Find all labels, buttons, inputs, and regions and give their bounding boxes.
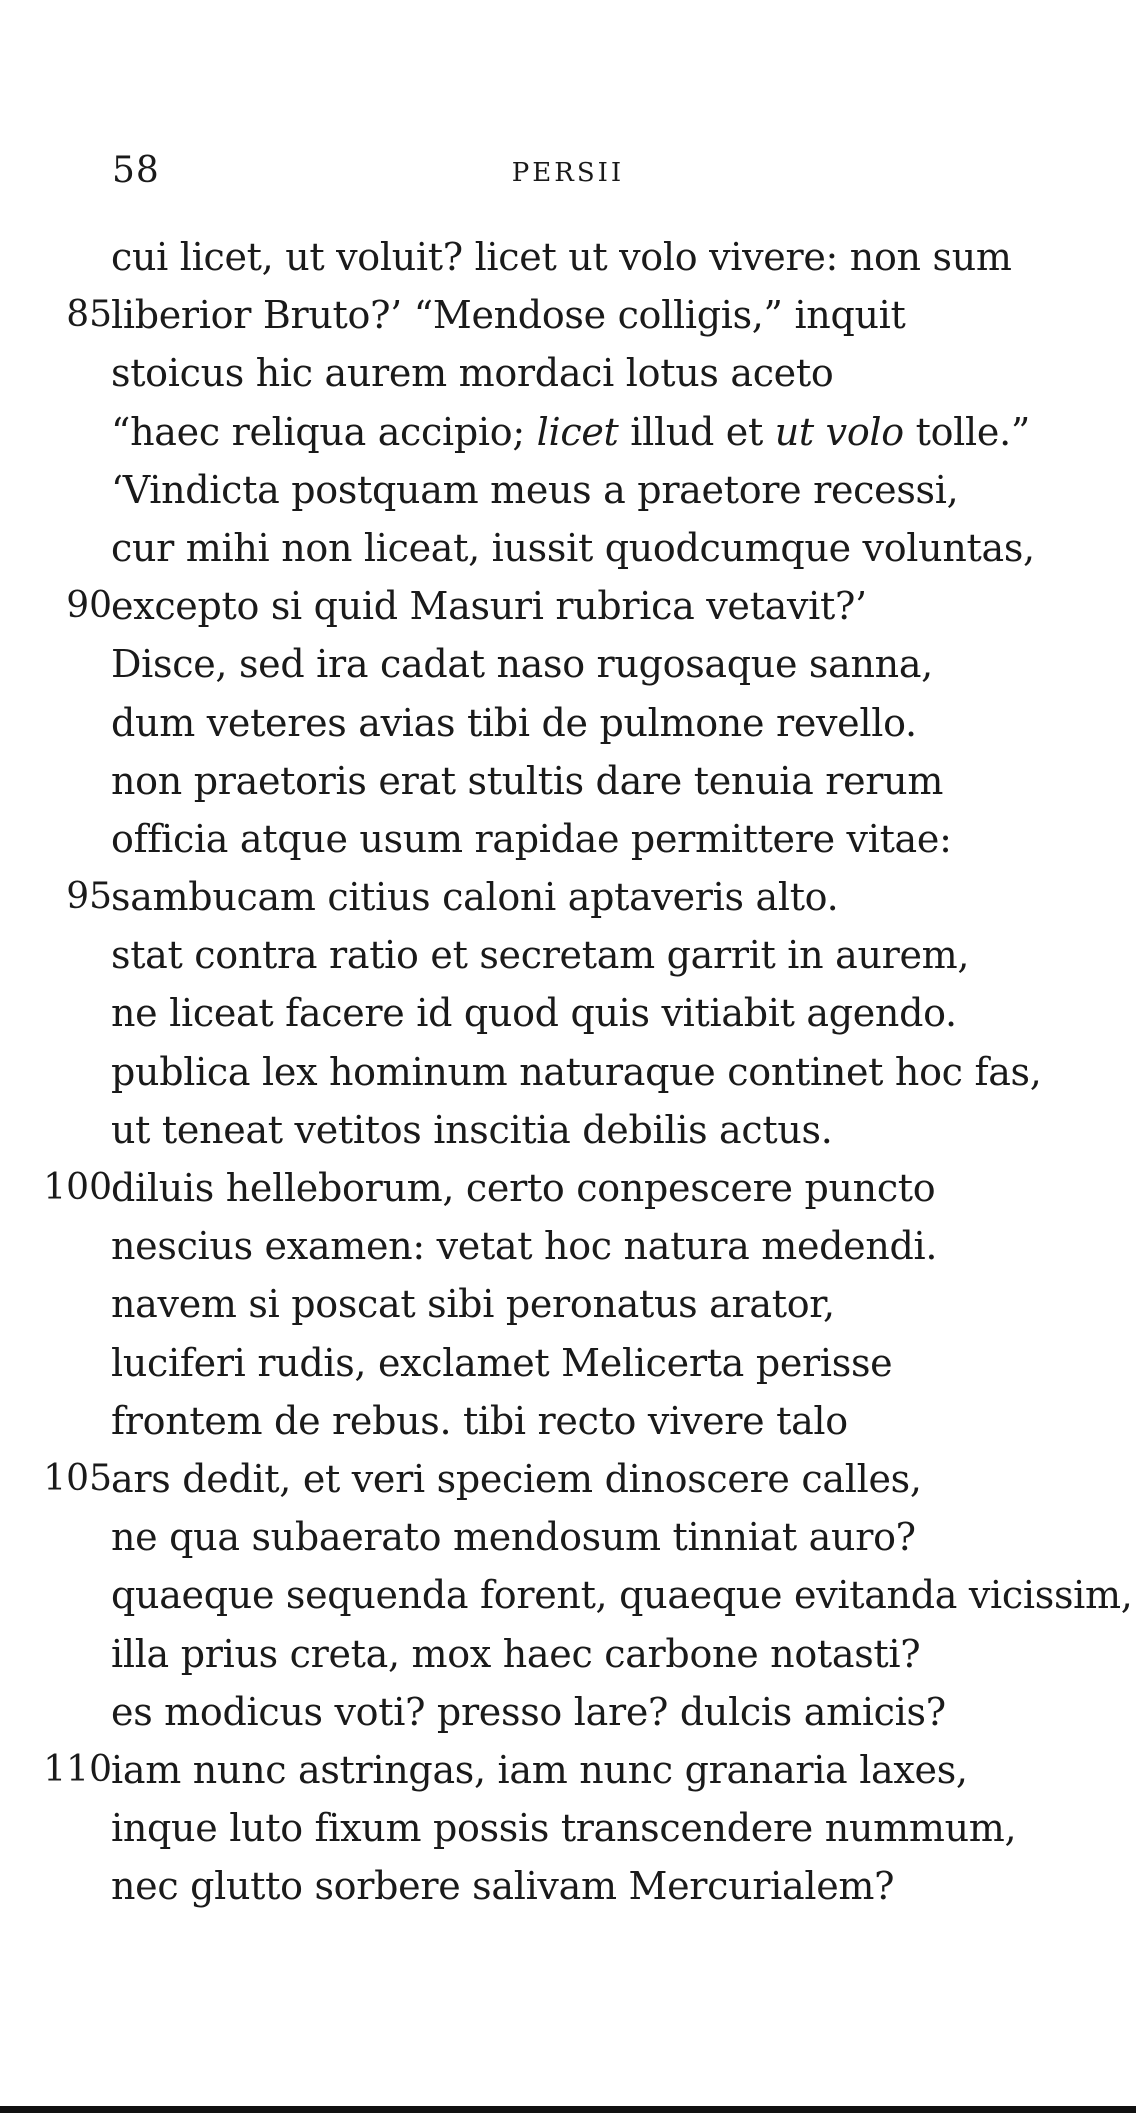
verse-line	[0, 1857, 1136, 1915]
line-text: es modicus voti? presso lare? dulcis amicis?	[111, 1689, 946, 1734]
verse-line	[0, 1566, 1136, 1624]
verse-line	[0, 810, 1136, 868]
verse-line	[0, 1450, 1136, 1508]
italic-word: ut volo	[774, 409, 904, 454]
line-text: sambucam citius caloni aptaveris alto.	[111, 875, 839, 920]
line-text: diluis helleborum, certo conpescere puncto	[111, 1166, 936, 1210]
verse-line	[0, 1508, 1136, 1566]
line-text: iam nunc astringas, iam nunc granaria laxes,	[111, 1747, 968, 1792]
verse-block	[0, 228, 1136, 1915]
line-text: publica lex hominum naturaque continet hoc fas,	[111, 1049, 1042, 1094]
verse-line	[0, 752, 1136, 810]
line-number: 100	[43, 1167, 112, 1208]
line-text: excepto si quid Masuri rubrica vetavit?’	[111, 584, 867, 629]
line-text: ne liceat facere id quod quis vitiabit agendo.	[111, 991, 957, 1036]
verse-line	[0, 868, 1136, 926]
line-text: stat contra ratio et secretam garrit in aurem,	[111, 933, 970, 978]
italic-word: licet	[536, 409, 619, 454]
verse-line	[0, 694, 1136, 752]
line-text: frontem de rebus. tibi recto vivere talo	[111, 1398, 848, 1443]
verse-line	[0, 1275, 1136, 1333]
line-number: 105	[43, 1457, 112, 1499]
line-text: cui licet, ut voluit? licet ut volo vivere: non sum	[111, 235, 1012, 279]
line-number: 85	[66, 294, 112, 336]
line-number: 90	[66, 585, 112, 627]
verse-line	[0, 519, 1136, 577]
line-text: inque luto fixum possis transcendere nummum,	[111, 1806, 1017, 1851]
verse-line	[0, 635, 1136, 693]
line-text: liberior Bruto?’ “Mendose colligis,” inquit	[111, 293, 906, 338]
verse-line	[0, 1741, 1136, 1799]
verse-line	[0, 1392, 1136, 1450]
line-number: 110	[43, 1748, 112, 1790]
verse-line	[0, 1625, 1136, 1683]
line-text: navem si poscat sibi peronatus arator,	[111, 1282, 835, 1327]
verse-line	[0, 1334, 1136, 1392]
verse-line	[0, 984, 1136, 1042]
line-text: nec glutto sorbere salivam Mercurialem?	[111, 1864, 895, 1909]
line-text: quaeque sequenda forent, quaeque evitanda vicissim,	[111, 1573, 1133, 1618]
line-text: Disce, sed ira cadat naso rugosaque sanna,	[111, 642, 933, 687]
verse-line	[0, 577, 1136, 635]
line-text: cur mihi non liceat, iussit quodcumque voluntas,	[111, 525, 1035, 570]
line-text: ars dedit, et veri speciem dinoscere calles,	[111, 1456, 922, 1501]
line-text: luciferi rudis, exclamet Melicerta perisse	[111, 1340, 893, 1385]
verse-line	[0, 286, 1136, 344]
line-text: non praetoris erat stultis dare tenuia rerum	[111, 758, 944, 803]
line-text-segment: illud et	[618, 409, 775, 454]
running-head: PERSII	[511, 158, 625, 188]
line-text: ‘Vindicta postquam meus a praetore recessi,	[111, 467, 959, 512]
verse-line	[0, 1159, 1136, 1217]
verse-line	[0, 344, 1136, 402]
line-text: officia atque usum rapidae permittere vitae:	[111, 816, 952, 861]
verse-line	[0, 1217, 1136, 1275]
verse-line	[0, 403, 1136, 461]
line-text	[111, 403, 1030, 461]
line-text: nescius examen: vetat hoc natura medendi.	[111, 1224, 938, 1269]
line-number: 95	[66, 876, 112, 918]
line-text: dum veteres avias tibi de pulmone revello.	[111, 700, 917, 745]
verse-line	[0, 926, 1136, 984]
line-text-segment: tolle.”	[903, 409, 1030, 454]
line-text: illa prius creta, mox haec carbone notasti?	[111, 1631, 921, 1676]
verse-line	[0, 1101, 1136, 1159]
line-text-segment: “haec reliqua accipio;	[111, 409, 537, 454]
line-text: ne qua subaerato mendosum tinniat auro?	[111, 1515, 916, 1560]
verse-line	[0, 1043, 1136, 1101]
verse-line	[0, 1683, 1136, 1741]
line-text: stoicus hic aurem mordaci lotus aceto	[111, 351, 834, 396]
page-number: 58	[112, 150, 160, 191]
line-text: ut teneat vetitos inscitia debilis actus.	[111, 1107, 833, 1152]
verse-line	[0, 1799, 1136, 1857]
verse-line	[0, 461, 1136, 519]
verse-line	[0, 228, 1136, 286]
bottom-rule	[0, 2106, 1136, 2113]
